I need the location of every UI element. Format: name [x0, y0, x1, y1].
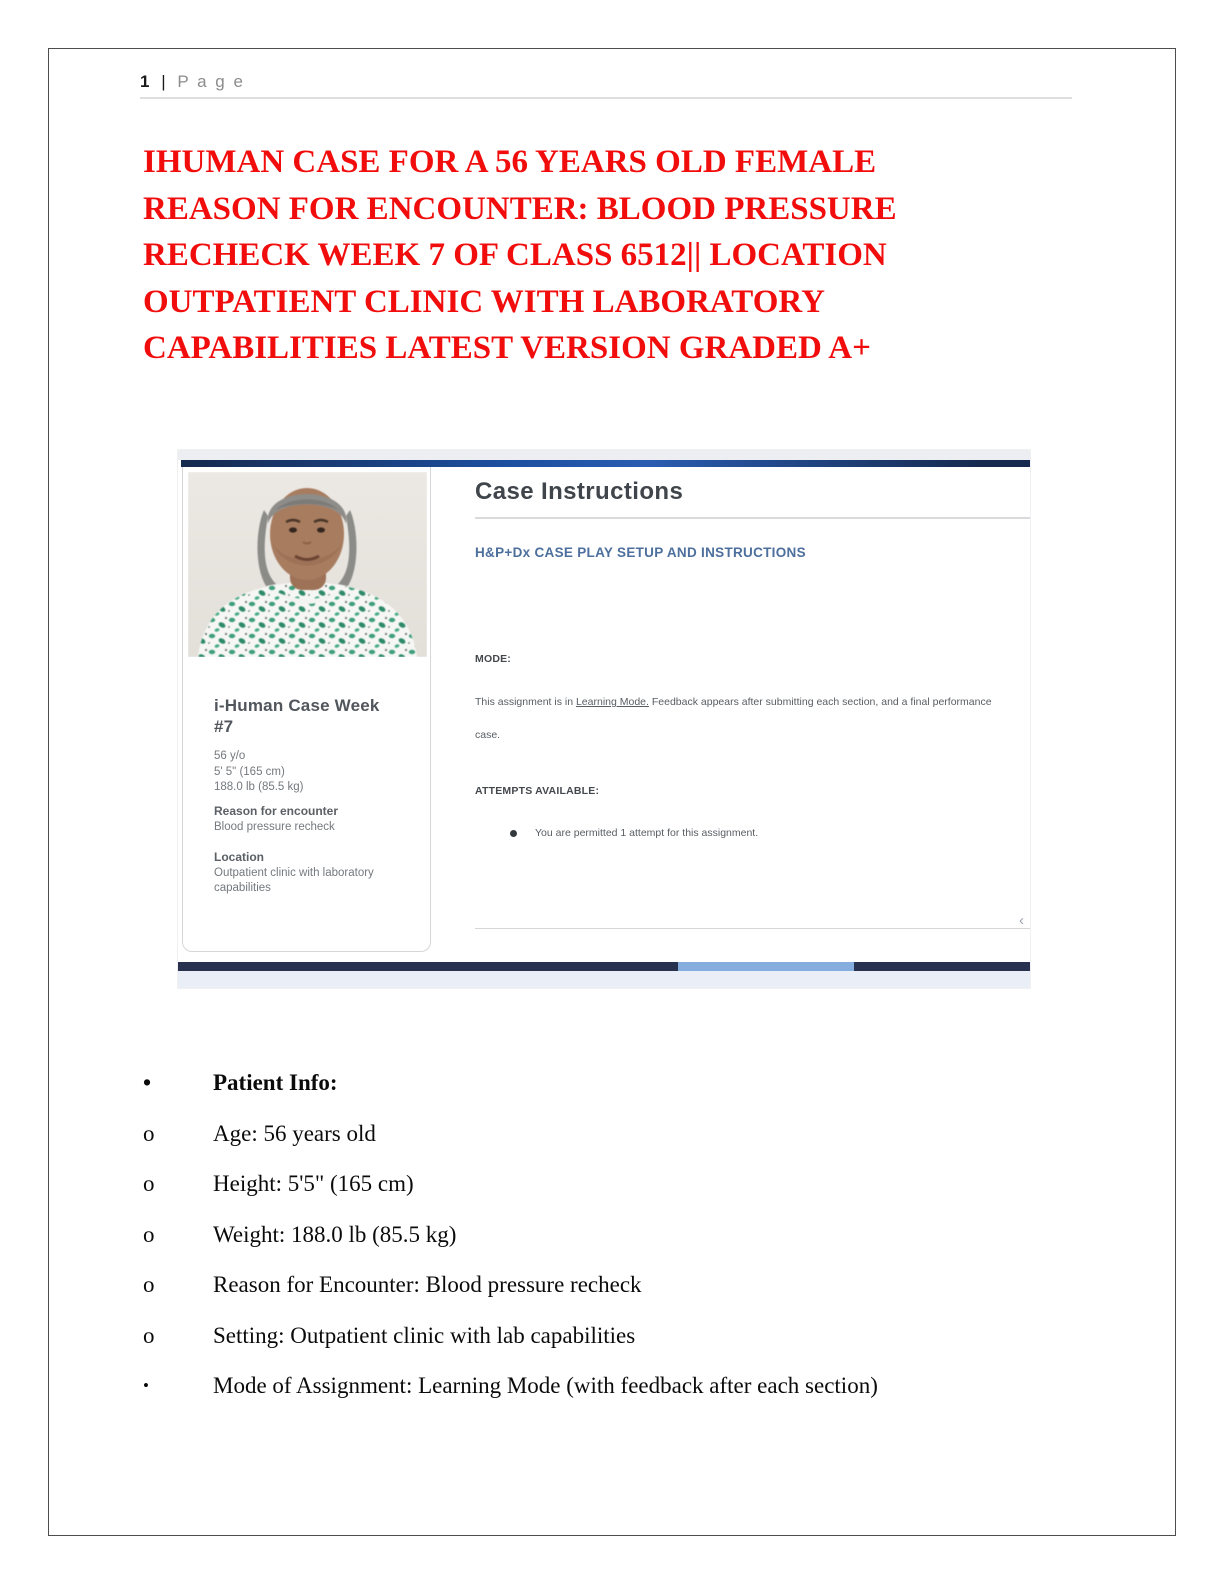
list-item — [143, 1210, 1103, 1261]
horizontal-scrollbar — [178, 962, 1030, 971]
patient-photo — [188, 472, 427, 657]
reason-for-encounter-value: Blood pressure recheck — [214, 821, 335, 833]
document-title — [143, 139, 1023, 372]
patient-age: 56 y/o — [214, 750, 246, 762]
attempts-bullet-text: You are permitted 1 attempt for this assignment. — [535, 827, 759, 839]
list-item — [143, 1311, 1103, 1362]
mode-label: MODE: — [475, 653, 511, 665]
list-item — [143, 1361, 1103, 1412]
mode-text-after: Feedback appears after submitting each section, and a final performance — [648, 696, 992, 708]
bullet-marker: • — [143, 1070, 152, 1096]
scrollbar-thumb — [678, 962, 854, 971]
chevron-left-icon: ‹ — [1019, 912, 1024, 929]
patient-info-list — [143, 1058, 1103, 1412]
patient-weight: 188.0 lb (85.5 kg) — [214, 781, 304, 793]
screenshot-bottom-strip — [178, 971, 1030, 988]
screenshot-top-strip — [178, 450, 1030, 460]
panel-bottom-divider — [475, 928, 1030, 929]
title-line-1: IHUMAN CASE FOR A 56 YEARS OLD FEMALE — [143, 144, 877, 180]
mode-description — [475, 696, 1030, 708]
title-line-5: CAPABILITIES LATEST VERSION GRADED A+ — [143, 330, 871, 366]
bullet-marker: o — [143, 1272, 155, 1298]
title-line-2: REASON FOR ENCOUNTER: BLOOD PRESSURE — [143, 190, 897, 227]
title-line-4: OUTPATIENT CLINIC WITH LABORATORY — [143, 283, 825, 320]
mode-text-before: This assignment is in — [475, 696, 576, 708]
bullet-marker: o — [143, 1171, 155, 1197]
patient-card-title-line2: #7 — [214, 717, 234, 736]
list-item-text: Mode of Assignment: Learning Mode (with feedback after each section) — [213, 1373, 878, 1399]
list-item-text: Weight: 188.0 lb (85.5 kg) — [213, 1221, 457, 1247]
case-instructions-panel — [432, 467, 1030, 952]
screenshot-top-bar — [181, 460, 1030, 467]
list-item — [143, 1159, 1103, 1210]
case-instructions-title: Case Instructions — [475, 478, 684, 505]
list-item — [143, 1058, 1103, 1109]
header-rule — [140, 97, 1072, 99]
list-item-text: Patient Info: — [213, 1070, 338, 1096]
title-line-3: RECHECK WEEK 7 OF CLASS 6512|| LOCATION — [143, 237, 887, 273]
location-label: Location — [214, 850, 264, 864]
page-separator: | — [161, 72, 166, 91]
list-item — [143, 1260, 1103, 1311]
bullet-marker: o — [143, 1120, 155, 1146]
list-item-text: Age: 56 years old — [213, 1120, 376, 1146]
attempts-available-label: ATTEMPTS AVAILABLE: — [475, 785, 600, 797]
list-item — [143, 1109, 1103, 1160]
page-label: P a g e — [177, 72, 245, 91]
bullet-marker: • — [143, 1376, 149, 1396]
bullet-marker: o — [143, 1322, 155, 1348]
attempts-bullet-item — [510, 827, 758, 839]
location-value-line1: Outpatient clinic with laboratory — [214, 867, 374, 879]
location-value — [214, 866, 374, 895]
reason-for-encounter-label: Reason for encounter — [214, 804, 339, 818]
patient-height: 5' 5" (165 cm) — [214, 765, 285, 778]
bullet-marker: o — [143, 1221, 155, 1247]
learning-mode-link: Learning Mode. — [575, 696, 649, 708]
bullet-icon — [510, 830, 517, 837]
title-divider — [475, 517, 1030, 519]
page-number: 1 — [140, 72, 150, 91]
case-setup-heading: H&P+Dx CASE PLAY SETUP AND INSTRUCTIONS — [475, 545, 806, 560]
case-screenshot-image — [178, 450, 1030, 988]
patient-card-title-line1: i-Human Case Week — [214, 696, 380, 715]
page-header — [140, 72, 245, 92]
patient-card — [182, 467, 431, 952]
list-item-text: Reason for Encounter: Blood pressure recheck — [213, 1272, 642, 1298]
list-item-text: Setting: Outpatient clinic with lab capabilities — [213, 1322, 636, 1348]
location-value-line2: capabilities — [214, 881, 271, 894]
mode-description-continued: case. — [475, 729, 501, 741]
patient-card-title — [214, 695, 380, 737]
patient-vitals — [214, 749, 304, 796]
list-item-text: Height: 5'5" (165 cm) — [213, 1171, 414, 1197]
